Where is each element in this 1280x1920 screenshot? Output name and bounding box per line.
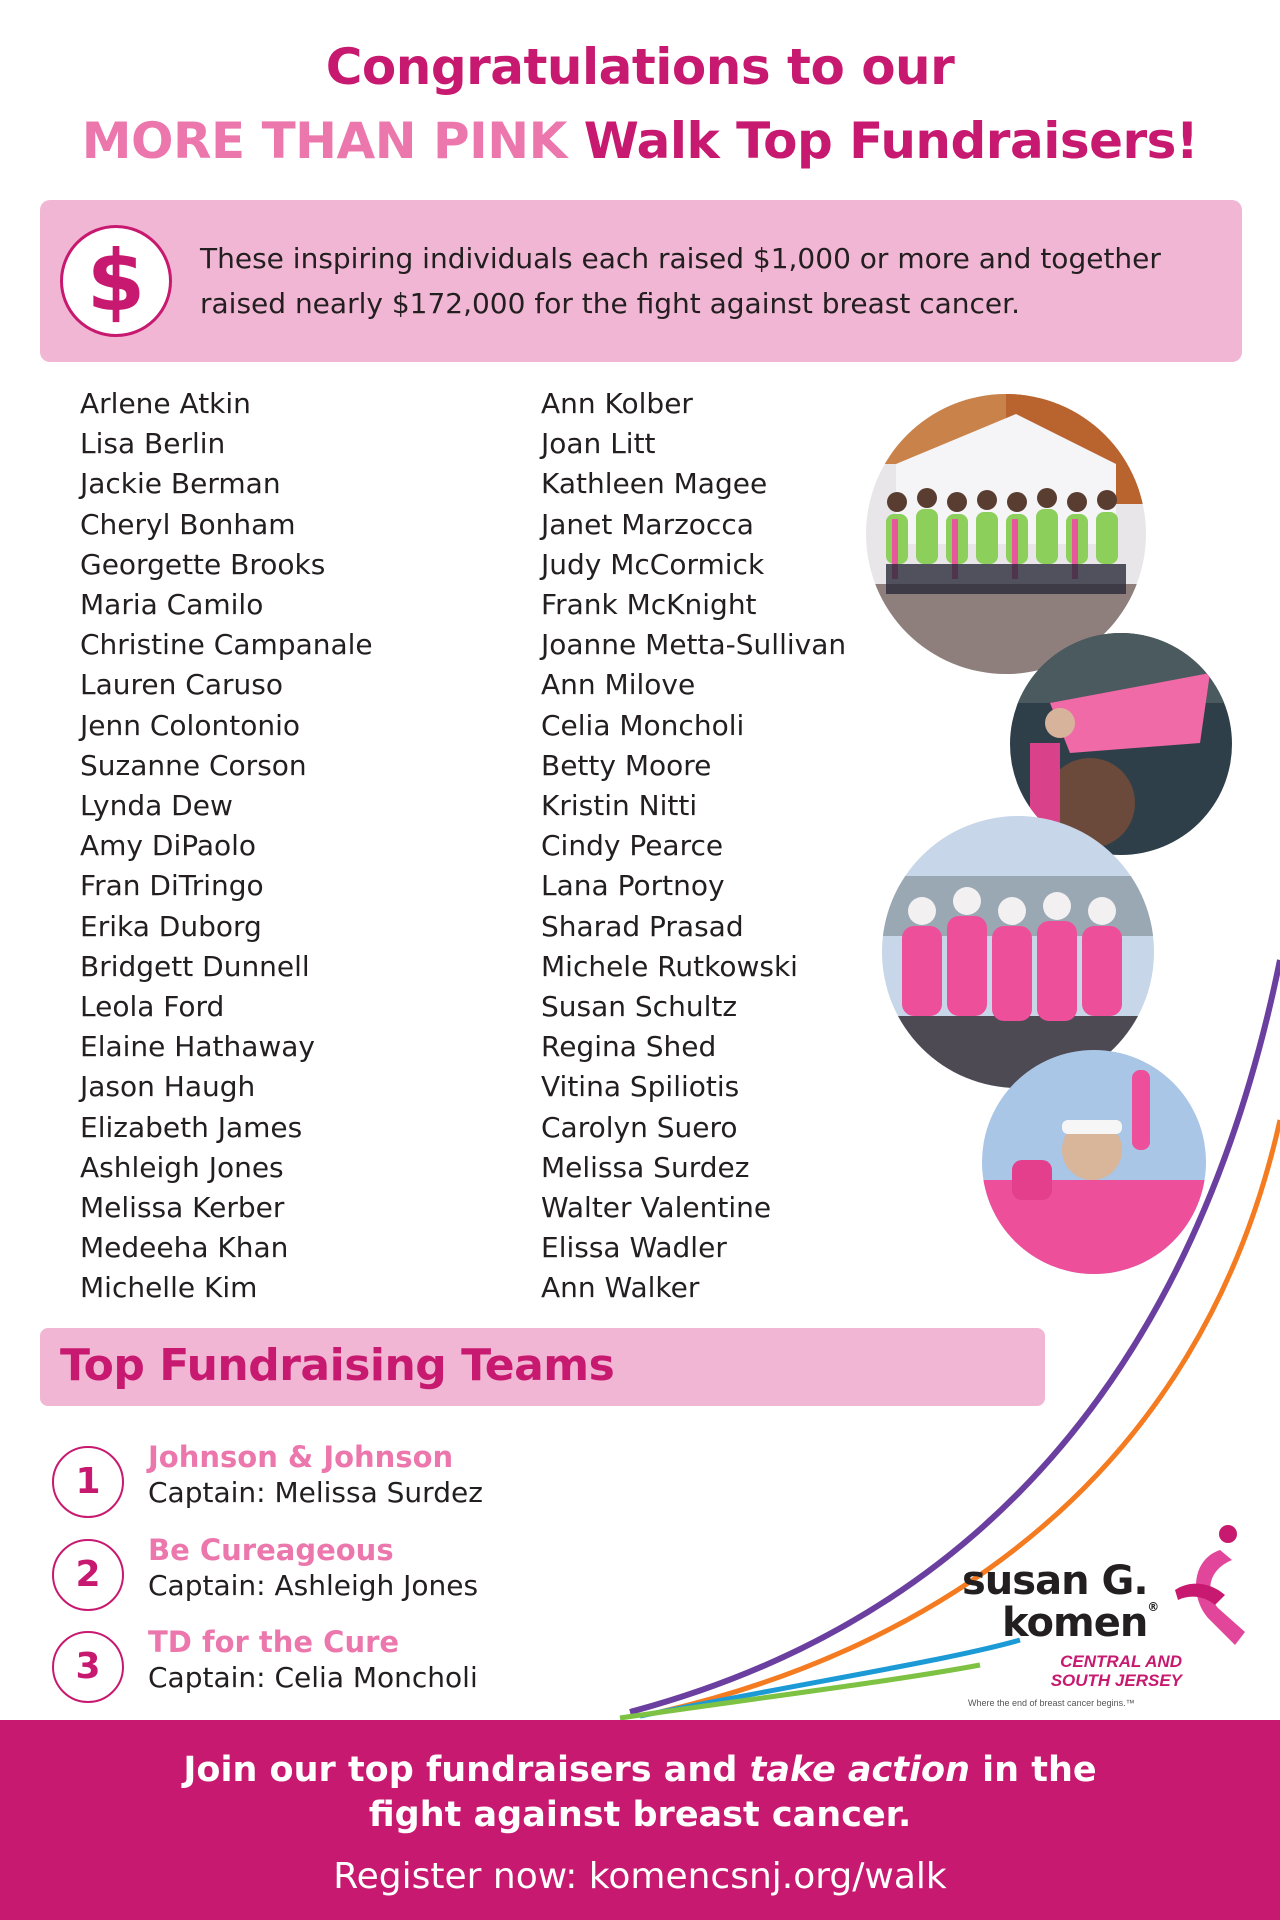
team-captain: Captain: Celia Moncholi [148,1661,478,1694]
cta-line2: fight against breast cancer. [368,1795,912,1835]
dollar-icon: $ [60,225,172,337]
page-title-line2-rest: Walk Top Fundraisers! [566,112,1199,170]
event-photo-group-tent [866,394,1146,674]
fundraiser-name: Ann Milove [541,668,696,702]
more-than-pink-highlight: MORE THAN PINK [81,112,567,170]
fundraiser-name: Betty Moore [541,748,712,782]
fundraiser-name: Fran DiTringo [80,869,264,903]
cta-line1 [0,1750,1280,1790]
register-label: Register now: [333,1856,589,1897]
chapter-line2: SOUTH JERSEY [1050,1671,1182,1690]
fundraiser-name: Ashleigh Jones [80,1150,284,1184]
register-line [0,1856,1280,1897]
fundraiser-name: Lauren Caruso [80,668,283,702]
fundraiser-name: Walter Valentine [541,1191,772,1225]
fundraiser-name: Joan Litt [541,427,656,461]
fundraiser-name: Amy DiPaolo [80,829,257,863]
fundraiser-name: Christine Campanale [80,628,373,662]
fundraiser-name: Georgette Brooks [80,547,326,581]
event-photo-group-pink-shirts [882,816,1154,1088]
fundraiser-name: Kathleen Magee [541,467,768,501]
teams-heading: Top Fundraising Teams [60,1340,615,1391]
fundraiser-name: Michelle Kim [80,1271,258,1305]
fundraiser-name: Frank McKnight [541,588,757,622]
register-link[interactable]: komencsnj.org/walk [588,1856,947,1897]
fundraiser-name: Elissa Wadler [541,1231,727,1265]
intro-text [200,236,1230,326]
teams-heading-bar [40,1328,1045,1406]
team-captain: Captain: Melissa Surdez [148,1476,483,1509]
team-name: Be Cureageous [148,1533,394,1567]
intro-panel [40,200,1242,362]
page-title-line2 [0,112,1280,170]
team-item [52,1625,752,1705]
fundraiser-name: Melissa Surdez [541,1150,750,1184]
cta-line1-emphasis: take action [749,1750,970,1790]
komen-wordmark: komen [1002,1600,1148,1646]
fundraiser-name: Suzanne Corson [80,748,307,782]
fundraiser-name: Celia Moncholi [541,708,745,742]
fundraiser-name: Leola Ford [80,990,225,1024]
rank-badge: 1 [52,1446,124,1518]
fundraiser-name: Elizabeth James [80,1110,303,1144]
team-captain: Captain: Ashleigh Jones [148,1569,479,1602]
fundraiser-name: Medeeha Khan [80,1231,289,1265]
rank-badge: 3 [52,1631,124,1703]
cta-line1-a: Join our top fundraisers and [183,1750,750,1790]
intro-text-line2: raised nearly $172,000 for the fight against breast cancer. [200,287,1020,320]
komen-tagline: Where the end of breast cancer begins.™ [968,1698,1135,1708]
pink-ribbon-icon [1170,1520,1250,1650]
fundraiser-name: Kristin Nitti [541,789,698,823]
fundraiser-name: Janet Marzocca [541,507,754,541]
fundraiser-name: Maria Camilo [80,588,264,622]
chapter-name [1032,1652,1182,1690]
fundraiser-name: Regina Shed [541,1030,717,1064]
fundraiser-name: Judy McCormick [541,547,765,581]
fundraiser-name: Lana Portnoy [541,869,725,903]
fundraiser-name: Arlene Atkin [80,387,251,420]
chapter-line1: CENTRAL AND [1060,1652,1182,1671]
team-name: TD for the Cure [148,1625,400,1659]
fundraiser-name: Bridgett Dunnell [80,949,310,983]
fundraiser-name: Lynda Dew [80,789,233,823]
fundraiser-name: Jason Haugh [80,1070,256,1104]
team-name: Johnson & Johnson [148,1440,454,1474]
komen-logo [960,1520,1260,1720]
event-photo-walker-cheering [982,1050,1206,1274]
fundraiser-name: Joanne Metta-Sullivan [541,628,847,662]
fundraiser-name: Cheryl Bonham [80,507,296,541]
page-title-line1: Congratulations to our [325,38,955,96]
fundraiser-name: Sharad Prasad [541,909,744,943]
fundraiser-name: Jenn Colontonio [80,708,300,742]
fundraiser-name: Erika Duborg [80,909,262,943]
registered-mark: ® [1147,1600,1159,1614]
fundraiser-name: Michele Rutkowski [541,949,798,983]
team-item [52,1440,752,1520]
fundraiser-name: Cindy Pearce [541,829,724,863]
fundraiser-name: Carolyn Suero [541,1110,738,1144]
fundraiser-list-column-1 [80,384,520,1309]
intro-text-line1: These inspiring individuals each raised $1,000 or more and together [200,242,1161,275]
komen-wordmark-line1: susan G. [962,1558,1148,1604]
rank-badge: 2 [52,1539,124,1611]
team-item [52,1533,752,1613]
komen-wordmark-line2 [1002,1600,1158,1646]
fundraiser-name: Ann Kolber [541,387,693,420]
fundraiser-name: Jackie Berman [80,467,281,501]
fundraiser-name: Melissa Kerber [80,1191,285,1225]
fundraiser-list-column-2 [541,384,901,1309]
fundraiser-name: Elaine Hathaway [80,1030,316,1064]
fundraiser-name: Lisa Berlin [80,427,226,461]
footer-cta [0,1720,1280,1920]
cta-line1-b: in the [969,1750,1097,1790]
fundraiser-name: Vitina Spiliotis [541,1070,740,1104]
fundraiser-name: Ann Walker [541,1271,700,1305]
fundraiser-name: Susan Schultz [541,990,738,1024]
